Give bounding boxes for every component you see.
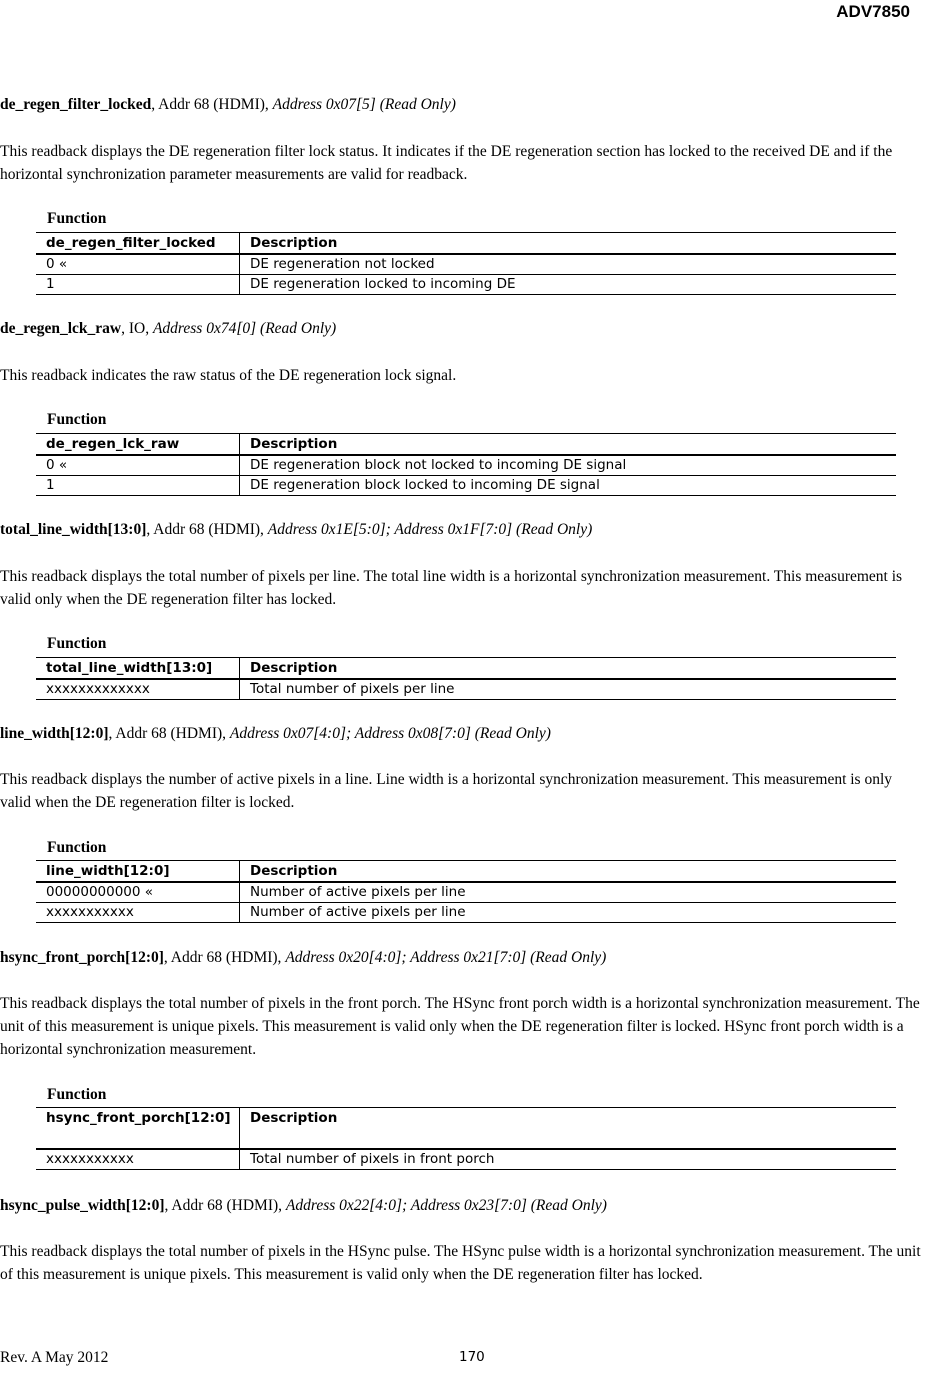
register-location: , Addr 68 (HDMI),	[108, 725, 230, 742]
column-header-description: Description	[250, 1110, 338, 1126]
function-table	[36, 860, 896, 923]
cell-value: xxxxxxxxxxxxx	[36, 679, 240, 700]
register-name: de_regen_filter_locked	[0, 96, 152, 113]
table-row	[36, 455, 896, 476]
register-description: This readback displays the number of active pixels in a line. Line width is a horizontal synchronization measurement. This measurement is only valid when the DE regeneration filter is locked.	[0, 771, 893, 811]
function-table	[36, 657, 896, 700]
column-header-description: Description	[250, 863, 338, 879]
register-name: hsync_front_porch[12:0]	[0, 949, 164, 966]
function-label: Function	[47, 635, 107, 652]
register-name: total_line_width[13:0]	[0, 521, 147, 538]
column-header-description: Description	[250, 235, 338, 251]
cell-description: DE regeneration locked to incoming DE	[250, 276, 516, 292]
cell-value: 00000000000 «	[36, 882, 240, 903]
register-description: This readback displays the total number of pixels in the front porch. The HSync front porch width is a horizontal synchronization measurement. The unit of this measurement is unique pixels. This measurement is valid only when the DE regeneration filter is locked. HSync front porch width is a horizontal synchronization measurement.	[0, 995, 920, 1058]
cell-value: xxxxxxxxxxx	[36, 903, 240, 923]
register-description: This readback indicates the raw status of the DE regeneration lock signal.	[0, 367, 457, 384]
table-header-row	[36, 233, 896, 255]
cell-description: DE regeneration block not locked to incoming DE signal	[250, 457, 627, 473]
table-row	[36, 476, 896, 496]
register-name: line_width[12:0]	[0, 725, 109, 742]
register-name: hsync_pulse_width[12:0]	[0, 1197, 165, 1214]
register-description: This readback displays the total number of pixels per line. The total line width is a horizontal synchronization measurement. This measurement is valid only when the DE regeneration filter has locked.	[0, 568, 903, 608]
table-header-row	[36, 658, 896, 680]
register-heading	[0, 949, 606, 967]
register-address: Address 0x74[0] (Read Only)	[152, 320, 337, 337]
register-heading	[0, 320, 336, 338]
table-header-row	[36, 1108, 896, 1150]
table-header-row	[36, 861, 896, 883]
column-header-value: line_width[12:0]	[36, 861, 240, 883]
cell-value: 1	[36, 275, 240, 295]
column-header-value: total_line_width[13:0]	[36, 658, 240, 680]
cell-value: 0 «	[36, 455, 240, 476]
register-location: , IO,	[121, 320, 153, 337]
column-header-description: Description	[250, 660, 338, 676]
table-row	[36, 1149, 896, 1170]
function-label: Function	[47, 1086, 107, 1103]
column-header-value: de_regen_lck_raw	[36, 434, 240, 456]
register-address: Address 0x20[4:0]; Address 0x21[7:0] (Read Only)	[285, 949, 607, 966]
register-address: Address 0x1E[5:0]; Address 0x1F[7:0] (Read Only)	[267, 521, 593, 538]
register-description: This readback displays the DE regeneration filter lock status. It indicates if the DE regeneration section has locked to the received DE and if the horizontal synchronization parameter measurements are valid for readback.	[0, 143, 893, 183]
table-row	[36, 903, 896, 923]
register-heading	[0, 521, 592, 539]
function-label: Function	[47, 411, 107, 428]
column-header-value: hsync_front_porch[12:0]	[36, 1108, 240, 1150]
function-table	[36, 1107, 896, 1170]
function-table	[36, 433, 896, 496]
column-header-description: Description	[250, 436, 338, 452]
cell-description: Total number of pixels per line	[250, 681, 455, 697]
function-label: Function	[47, 839, 107, 856]
table-row	[36, 679, 896, 700]
function-label: Function	[47, 210, 107, 227]
register-name: de_regen_lck_raw	[0, 320, 122, 337]
function-table	[36, 232, 896, 295]
table-row	[36, 254, 896, 275]
register-heading	[0, 725, 551, 743]
register-location: , Addr 68 (HDMI),	[163, 949, 286, 966]
cell-value: xxxxxxxxxxx	[36, 1149, 240, 1170]
register-description: This readback displays the total number of pixels in the HSync pulse. The HSync pulse width is a horizontal synchronization measurement. The unit of this measurement is unique pixels. This measurement is valid only when the DE regeneration filter has locked.	[0, 1243, 921, 1283]
table-header-row	[36, 434, 896, 456]
column-header-value: de_regen_filter_locked	[36, 233, 240, 255]
cell-value: 1	[36, 476, 240, 496]
register-address: Address 0x07[5] (Read Only)	[272, 96, 456, 113]
cell-value: 0 «	[36, 254, 240, 275]
table-row	[36, 275, 896, 295]
register-heading	[0, 1197, 607, 1215]
document-header-title: ADV7850	[836, 2, 910, 21]
cell-description: Number of active pixels per line	[250, 904, 466, 920]
register-location: , Addr 68 (HDMI),	[151, 96, 273, 113]
register-location: , Addr 68 (HDMI),	[164, 1197, 286, 1214]
page-number: 170	[459, 1349, 485, 1365]
register-address: Address 0x07[4:0]; Address 0x08[7:0] (Read Only)	[229, 725, 551, 742]
register-location: , Addr 68 (HDMI),	[146, 521, 268, 538]
cell-description: DE regeneration block locked to incoming DE signal	[250, 477, 600, 493]
footer-revision: Rev. A May 2012	[0, 1349, 109, 1366]
register-address: Address 0x22[4:0]; Address 0x23[7:0] (Read Only)	[285, 1197, 607, 1214]
cell-description: Number of active pixels per line	[250, 884, 466, 900]
table-row	[36, 882, 896, 903]
cell-description: Total number of pixels in front porch	[250, 1151, 495, 1167]
cell-description: DE regeneration not locked	[250, 256, 435, 272]
register-heading	[0, 96, 456, 114]
